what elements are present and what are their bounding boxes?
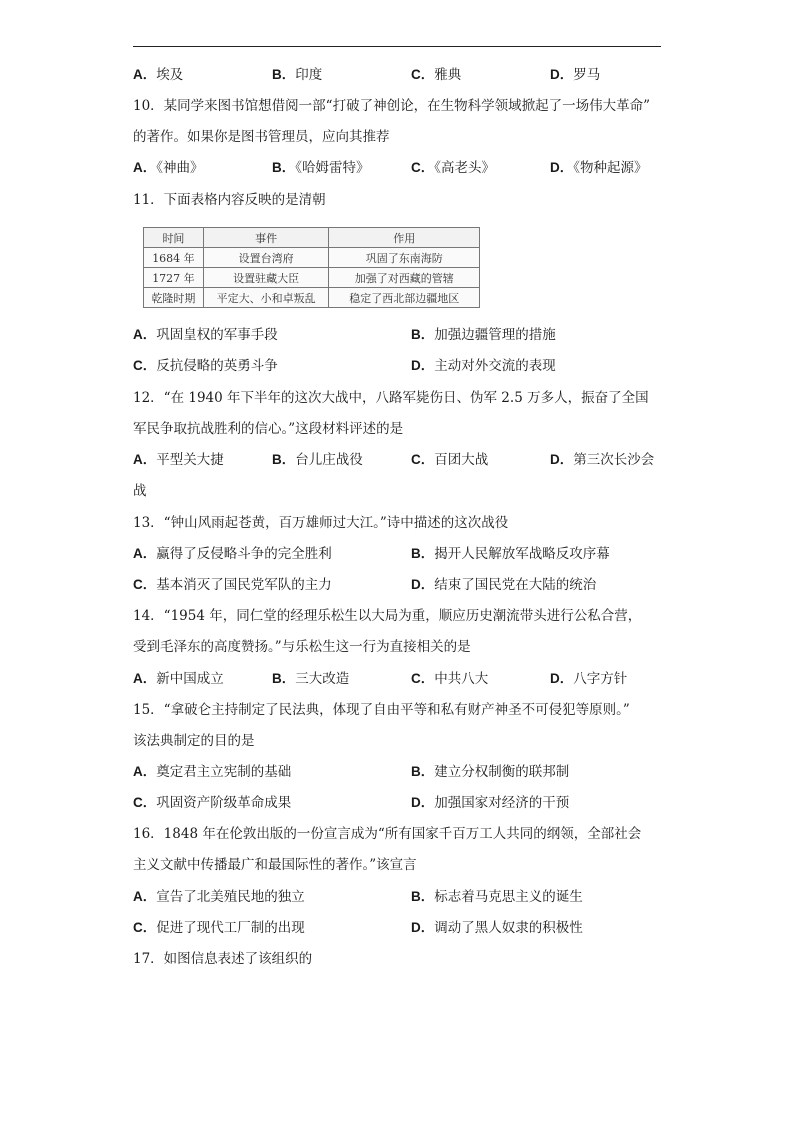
q15-stem-line2: 该法典制定的目的是: [133, 733, 255, 749]
q15-option-a: A．奠定君主立宪制的基础: [133, 764, 292, 780]
q13-option-b: B．揭开人民解放军战略反攻序幕: [411, 546, 610, 562]
q13-stem: 13．“钟山风雨起苍黄，百万雄师过大江。”诗中描述的这次战役: [133, 515, 509, 531]
q14-stem-line2: 受到毛泽东的高度赞扬。”与乐松生这一行为直接相关的是: [133, 639, 471, 655]
table-cell: 1727 年: [144, 268, 204, 288]
q15-option-c: C．巩固资产阶级革命成果: [133, 795, 292, 811]
q12-stem-line2: 军民争取抗战胜利的信心。”这段材料评述的是: [133, 421, 404, 437]
q14-option-c: C．中共八大: [411, 671, 489, 687]
q12-option-a: A．平型关大捷: [133, 452, 224, 468]
table-cell: 稳定了西北部边疆地区: [329, 288, 480, 308]
q16-option-d: D．调动了黑人奴隶的积极性: [411, 920, 583, 936]
q10-stem-line1: 10．某同学来图书馆想借阅一部“打破了神创论，在生物科学领域掀起了一场伟大革命”: [133, 98, 650, 114]
table-header-cell: 事件: [203, 228, 329, 248]
table-cell: 加强了对西藏的管辖: [329, 268, 480, 288]
table-cell: 设置台湾府: [203, 248, 329, 268]
table-row: [144, 288, 480, 308]
q10-option-c: C．《高老头》: [411, 160, 495, 176]
q12-option-d: D．第三次长沙会: [550, 452, 655, 468]
table-cell: 平定大、小和卓叛乱: [203, 288, 329, 308]
q11-table: [143, 227, 480, 308]
q12-option-b: B．台儿庄战役: [272, 452, 363, 468]
q11-option-c: C．反抗侵略的英勇斗争: [133, 358, 278, 374]
q9-option-a: A．埃及: [133, 67, 184, 83]
q13-option-d: D．结束了国民党在大陆的统治: [411, 577, 597, 593]
q16-stem-line1: 16．1848 年在伦敦出版的一份宣言成为“所有国家千百万工人共同的纲领，全部社会: [133, 826, 642, 842]
table-cell: 设置驻藏大臣: [203, 268, 329, 288]
q11-stem: 11．下面表格内容反映的是清朝: [133, 192, 326, 208]
q16-option-b: B．标志着马克思主义的诞生: [411, 889, 583, 905]
q16-option-a: A．宣告了北美殖民地的独立: [133, 889, 305, 905]
table-header-cell: 时间: [144, 228, 204, 248]
q10-option-d: D．《物种起源》: [550, 160, 648, 176]
q10-option-a: A．《神曲》: [133, 160, 204, 176]
q11-option-d: D．主动对外交流的表现: [411, 358, 556, 374]
q12-stem-line1: 12．“在 1940 年下半年的这次大战中，八路军毙伤日、伪军 2.5 万多人，振奋了全国: [133, 390, 649, 406]
table-cell: 巩固了东南海防: [329, 248, 480, 268]
q9-option-d: D．罗马: [550, 67, 601, 83]
q16-option-c: C．促进了现代工厂制的出现: [133, 920, 305, 936]
q14-option-d: D．八字方针: [550, 671, 628, 687]
q12-option-d-wrap: 战: [133, 483, 147, 499]
table-cell: 乾隆时期: [144, 288, 204, 308]
q14-option-b: B．三大改造: [272, 671, 350, 687]
q13-option-c: C．基本消灭了国民党军队的主力: [133, 577, 332, 593]
q14-stem-line1: 14．“1954 年，同仁堂的经理乐松生以大局为重，顺应历史潮流带头进行公私合营，: [133, 608, 642, 624]
q15-stem-line1: 15．“拿破仑主持制定了民法典，体现了自由平等和私有财产神圣不可侵犯等原则。”: [133, 702, 630, 718]
q11-option-b: B．加强边疆管理的措施: [411, 327, 556, 343]
top-rule: [133, 46, 661, 47]
q9-option-b: B．印度: [272, 67, 323, 83]
q13-option-a: A．赢得了反侵略斗争的完全胜利: [133, 546, 332, 562]
table-row: [144, 268, 480, 288]
q11-option-a: A．巩固皇权的军事手段: [133, 327, 278, 343]
q9-option-c: C．雅典: [411, 67, 462, 83]
q15-option-b: B．建立分权制衡的联邦制: [411, 764, 570, 780]
table-cell: 1684 年: [144, 248, 204, 268]
table-header-row: [144, 228, 480, 248]
q15-option-d: D．加强国家对经济的干预: [411, 795, 570, 811]
q14-option-a: A．新中国成立: [133, 671, 224, 687]
table-row: [144, 248, 480, 268]
q17-stem: 17．如图信息表述了该组织的: [133, 951, 313, 967]
q12-option-c: C．百团大战: [411, 452, 489, 468]
q10-option-b: B．《哈姆雷特》: [272, 160, 370, 176]
table-header-cell: 作用: [329, 228, 480, 248]
q16-stem-line2: 主义文献中传播最广和最国际性的著作。”该宣言: [133, 857, 417, 873]
q10-stem-line2: 的著作。如果你是图书管理员，应向其推荐: [133, 129, 390, 145]
